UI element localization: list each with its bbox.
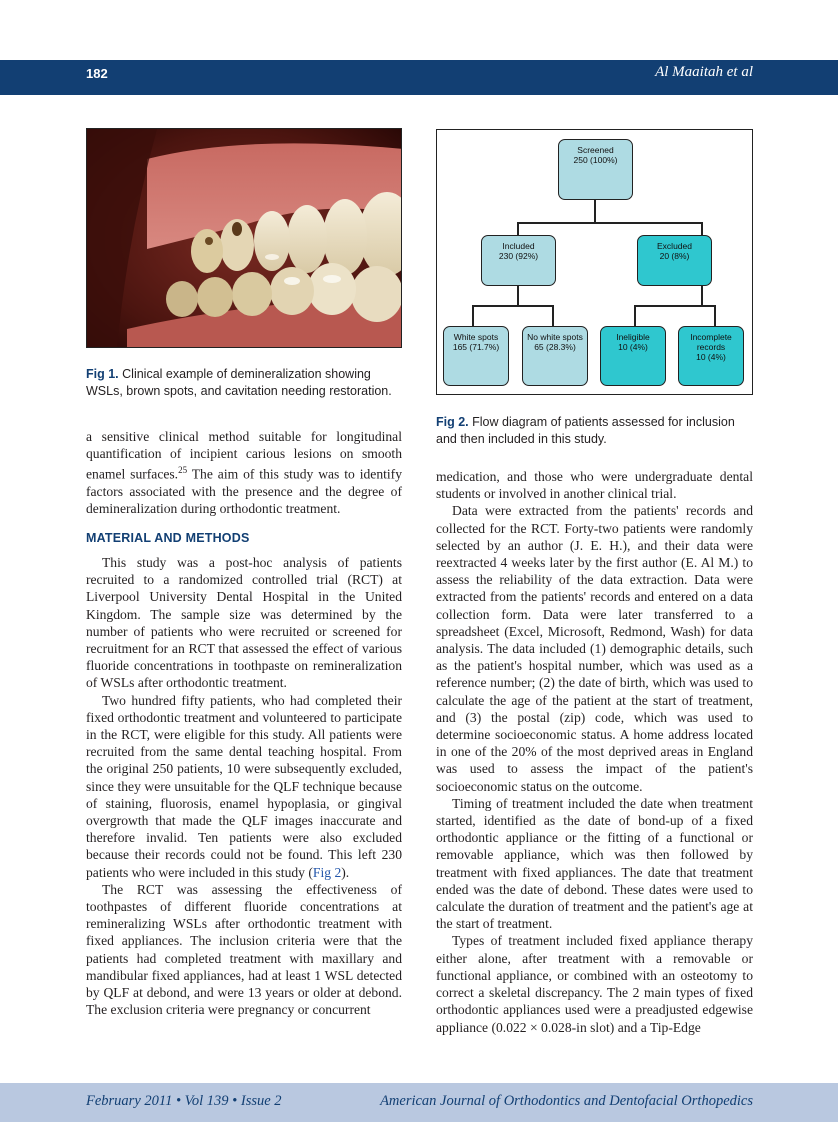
- page-number: 182: [86, 66, 108, 81]
- right-paragraph-1: medication, and those who were undergraduate dental students or involved in another clinical trial.: [436, 469, 753, 502]
- node-incomplete-records: [678, 326, 744, 386]
- node-white-spots-label: White spots: [453, 332, 499, 342]
- figure2-caption-label: Fig 2.: [436, 415, 469, 429]
- node-excluded: [637, 235, 712, 286]
- node-no-white-spots: [522, 326, 588, 386]
- node-included-value: 230 (92%): [498, 251, 539, 261]
- figure1-caption: [86, 366, 404, 399]
- node-incomplete-label-2: records: [696, 342, 726, 352]
- connector-line: [472, 305, 554, 307]
- connector-line: [552, 305, 554, 327]
- node-screened-label: Screened: [577, 145, 614, 155]
- node-excluded-value: 20 (8%): [659, 251, 690, 261]
- connector-line: [517, 285, 519, 306]
- right-paragraph-4: Types of treatment included fixed appliance therapy either alone, after treatment with a removable or functional appliance, or combined with an osteotomy to correct a skeletal discrepancy. The 2 main types of fixed orthodontic appliances used were a preadjusted edgewise appliance (0.022 × 0.028-in slot) and a Tip-Edge: [436, 933, 753, 1035]
- connector-line: [701, 285, 703, 306]
- journal-name: American Journal of Orthodontics and Dentofacial Orthopedics: [380, 1093, 753, 1109]
- methods-paragraph-3: The RCT was assessing the effectiveness of toothpastes of different fluoride concentrations at remineralizing WSLs after orthodontic treatment with fixed appliances. The inclusion criteria were that the patients had completed treatment with maxillary and mandibular fixed appliances, had at least 1 WSL detected by QLF at debond, and were 13 years or older at debond. The exclusion criteria were pregnancy or concurrent: [86, 881, 402, 1018]
- node-ineligible-value: 10 (4%): [618, 342, 648, 352]
- running-head: Al Maaitah et al: [655, 64, 753, 80]
- node-white-spots-value: 165 (71.7%): [452, 342, 500, 352]
- node-included-label: Included: [502, 241, 535, 251]
- node-no-white-spots-label: No white spots: [527, 332, 583, 342]
- right-paragraph-2: Data were extracted from the patients' records and collected for the RCT. Forty-two patients were randomly selected by an author (J. E. H.), and their data were reextracted 4 weeks later by the first author (E. Al M.) to assess the reliability of the data extraction. Data were extracted from the patients' records and entered on a data collection form. Data were later transferred to a spreadsheet (Excel, Microsoft, Redmond, Wash) for data analysis. The data included (1) demographic details, such as the patient's hospital number, which was used as a reference number; (2) the date of birth, which was used to calculate the age of the patient at the start of treatment, and (3) the postal (zip) code, which was used to determine socioeconomic status. A home address located in one of the 20% of the most deprived areas in England was used to assess the impact of the patient's socioeconomic status on the outcome.: [436, 503, 753, 794]
- section-heading-methods: MATERIAL AND METHODS: [86, 531, 250, 545]
- node-excluded-label: Excluded: [657, 241, 692, 251]
- node-no-white-spots-value: 65 (28.3%): [534, 342, 576, 352]
- right-column-body: [436, 468, 753, 1036]
- figure1-photo: [86, 128, 402, 348]
- figure2-caption: [436, 414, 754, 447]
- methods-paragraph-2-text: Two hundred fifty patients, who had completed their fixed orthodontic treatment and volunteered to participate in the RCT, were eligible for this study. All patients were recruited from the same dental teaching hospital. From the original 250 patients, 10 were subsequently excluded, since they were unsuitable for the QLF technique because of staining, fluorosis, enamel hypoplasia, or gingival overgrowth that made the QLF images inaccurate and therefore invalid. Ten patients were also excluded because their records could not be found. This left 230 patients who were included in this study (: [86, 692, 402, 880]
- connector-line: [594, 199, 596, 223]
- connector-line: [472, 305, 474, 327]
- figure1-caption-text: Clinical example of demineralization showing WSLs, brown spots, and cavitation needing restoration.: [86, 367, 392, 398]
- node-incomplete-label: Incomplete: [690, 332, 732, 342]
- connector-line: [634, 305, 716, 307]
- connector-line: [714, 305, 716, 327]
- node-screened-value: 250 (100%): [573, 155, 618, 165]
- page-header-bar: [0, 60, 838, 95]
- node-white-spots: [443, 326, 509, 386]
- figure-2-link[interactable]: Fig 2: [312, 864, 342, 880]
- connector-line: [634, 305, 636, 327]
- connector-line: [517, 222, 703, 224]
- figure2-flow-diagram: [436, 129, 753, 395]
- node-ineligible-label: Ineligible: [616, 332, 650, 342]
- page-footer-bar: [0, 1083, 838, 1122]
- node-incomplete-value: 10 (4%): [696, 352, 726, 362]
- methods-paragraph-2-end: ).: [341, 864, 350, 880]
- intro-paragraph: a sensitive clinical method suitable for longitudinal quantification of incipient carious lesions on smooth enamel surfaces.: [86, 429, 402, 482]
- figure2-caption-text: Flow diagram of patients assessed for inclusion and then included in this study.: [436, 415, 735, 446]
- methods-paragraph-1: This study was a post-hoc analysis of patients recruited to a randomized controlled trial (RCT) at Liverpool University Dental Hospital in the United Kingdom. The sample size was determined by the number of patients who were recruited or screened for recruitment for an RCT that assessed the effect of various fluoride concentrations in toothpaste on remineralization of WSLs after orthodontic treatment.: [86, 555, 402, 691]
- node-included: [481, 235, 556, 286]
- intro-paragraph-continued: The aim of this study was to identify factors associated with the presence and the degree of demineralization during orthodontic treatment.: [86, 466, 402, 517]
- node-ineligible: [600, 326, 666, 386]
- methods-paragraph-2: [86, 692, 402, 881]
- node-screened: [558, 139, 633, 200]
- intro-citation: 25: [178, 465, 188, 476]
- teeth-photo-illustration: [87, 129, 402, 348]
- left-column-intro: [86, 428, 402, 518]
- issue-info: February 2011 • Vol 139 • Issue 2: [86, 1093, 282, 1109]
- left-column-body: [86, 554, 402, 1018]
- figure1-caption-label: Fig 1.: [86, 367, 119, 381]
- right-paragraph-3: Timing of treatment included the date when treatment started, identified as the date of bond-up of a fixed orthodontic appliance or the fitting of a functional or removable appliance, which was then followed by treatment with fixed appliances. The date that treatment ended was the date of debond. These dates were used to calculate the duration of treatment and the patient's age at the start of treatment.: [436, 795, 753, 932]
